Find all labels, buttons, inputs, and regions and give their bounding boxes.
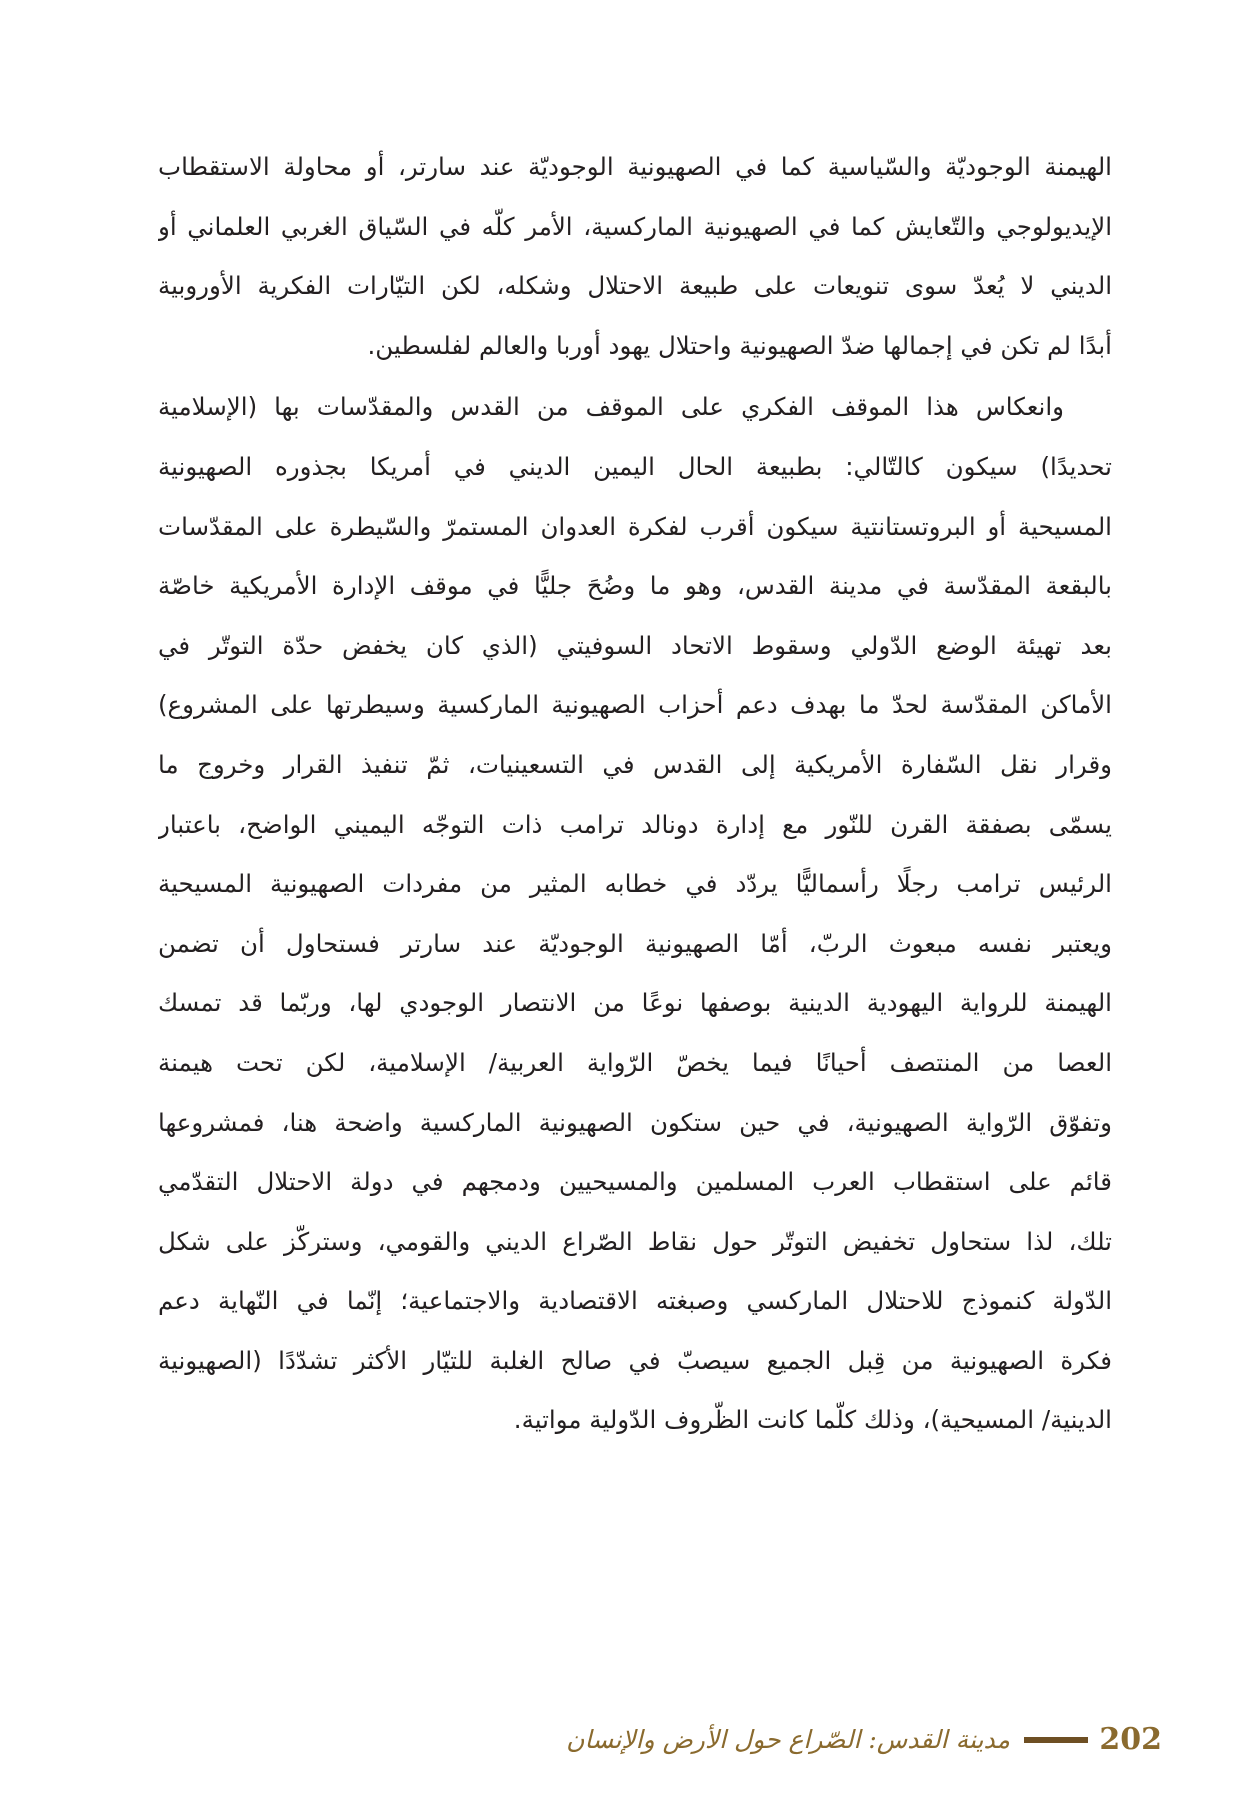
- text-line: الدينية/ المسيحية)، وذلك كلّما كانت الظّروف الدّولية مواتية.: [513, 1405, 1112, 1435]
- text-line: الهيمنة للرواية اليهودية الدينية بوصفها نوعًا من الانتصار الوجودي لها، وربّما قد تمسك: [158, 988, 1112, 1018]
- body-text: [158, 148, 1112, 1461]
- text-line: الهيمنة الوجوديّة والسّياسية كما في الصهيونية الوجوديّة عند سارتر، أو محاولة الاستقطاب: [158, 152, 1112, 181]
- text-line: فكرة الصهيونية من قِبل الجميع سيصبّ في صالح الغلبة للتيّار الأكثر تشدّدًا (الصهيونية: [158, 1345, 1112, 1375]
- text-line: أبدًا لم تكن في إجمالها ضدّ الصهيونية واحتلال يهود أوربا والعالم لفلسطين.: [367, 330, 1112, 360]
- text-line: ويعتبر نفسه مبعوث الربّ، أمّا الصهيونية الوجوديّة عند سارتر فستحاول أن تضمن: [158, 928, 1112, 958]
- footer-rule: [1024, 1737, 1088, 1743]
- text-line: وتفوّق الرّواية الصهيونية، في حين ستكون الصهيونية الماركسية واضحة هنا، فمشروعها: [158, 1107, 1112, 1137]
- paragraph: [158, 148, 1112, 365]
- text-line: وانعكاس هذا الموقف الفكري على الموقف من القدس والمقدّسات بها (الإسلامية: [158, 392, 1064, 422]
- text-line: العصا من المنتصف أحيانًا فيما يخصّ الرّواية العربية/ الإسلامية، لكن تحت هيمنة: [158, 1047, 1112, 1077]
- page-footer: [540, 1718, 1170, 1762]
- text-line: الرئيس ترامب رجلًا رأسماليًّا يردّد في خطابه المثير من مفردات الصهيونية المسيحية: [158, 869, 1112, 899]
- text-line: تلك، لذا ستحاول تخفيض التوتّر حول نقاط الصّراع الديني والقومي، وستركّز على شكل: [158, 1226, 1112, 1256]
- running-title: مدينة القدس: الصّراع حول الأرض والإنسان: [566, 1725, 1010, 1754]
- text-line: الإيديولوجي والتّعايش كما في الصهيونية الماركسية، الأمر كلّه في السّياق الغربي العلماني أو: [158, 211, 1112, 241]
- text-line: الدّولة كنموذج للاحتلال الماركسي وصبغته الاقتصادية والاجتماعية؛ إنّما في النّهاية دعم: [158, 1286, 1112, 1316]
- text-line: قائم على استقطاب العرب المسلمين والمسيحيين ودمجهم في دولة الاحتلال التقدّمي: [158, 1167, 1112, 1197]
- text-line: المسيحية أو البروتستانتية سيكون أقرب لفكرة العدوان المستمرّ والسّيطرة على المقدّسات: [158, 511, 1112, 541]
- text-line: يسمّى بصفقة القرن للنّور مع إدارة دونالد ترامب ذات التوجّه اليميني الواضح، باعتبار: [158, 809, 1112, 839]
- page-number: 202: [1099, 1722, 1162, 1757]
- text-line: الديني لا يُعدّ سوى تنويعات على طبيعة الاحتلال وشكله، لكن التيّارات الفكرية الأوروبية: [158, 271, 1112, 301]
- paragraph: [158, 388, 1112, 1439]
- text-line: الأماكن المقدّسة لحدّ ما بهدف دعم أحزاب الصهيونية الماركسية وسيطرتها على المشروع): [158, 690, 1112, 720]
- text-line: بعد تهيئة الوضع الدّولي وسقوط الاتحاد السوفيتي (الذي كان يخفض حدّة التوتّر في: [158, 630, 1112, 660]
- text-line: وقرار نقل السّفارة الأمريكية إلى القدس في التسعينيات، ثمّ تنفيذ القرار وخروج ما: [158, 749, 1112, 779]
- text-line: تحديدًا) سيكون كالتّالي: بطبيعة الحال اليمين الديني في أمريكا بجذوره الصهيونية: [158, 451, 1112, 481]
- text-line: بالبقعة المقدّسة في مدينة القدس، وهو ما وضُحَ جليًّا في موقف الإدارة الأمريكية خاصّة: [158, 571, 1112, 601]
